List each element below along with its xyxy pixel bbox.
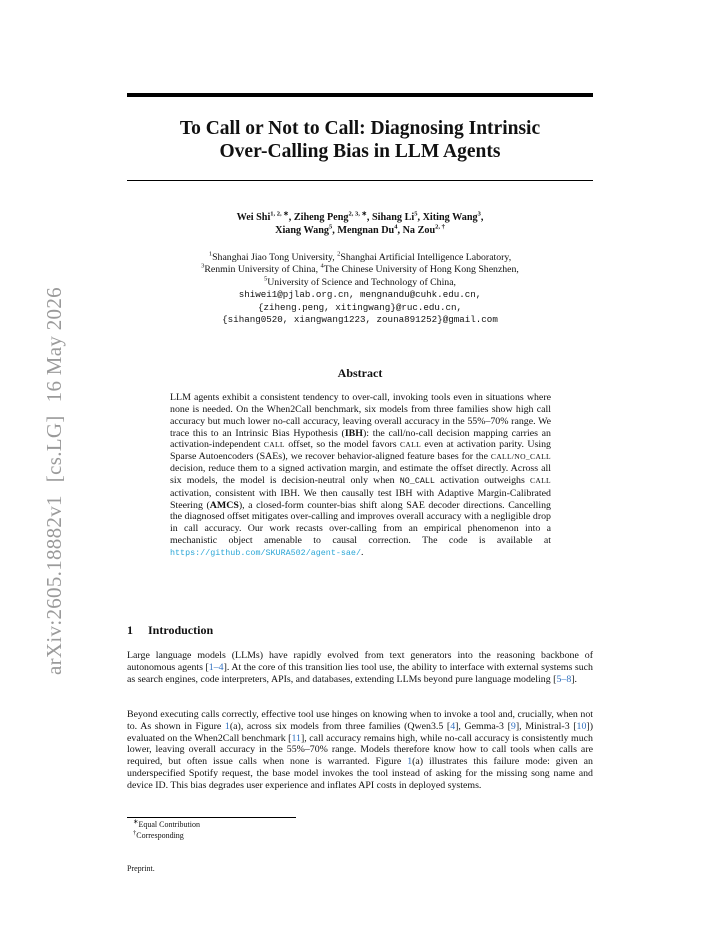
- para-text: (a) illustrates this failure mode: given an underspecified Spotify request, the base model invokes the tool instead of asking for the missing song name and device ID. This bias degrades user experience and inflates API costs in deployed systems.: [127, 756, 593, 791]
- abstract-text: even at activation parity. Using Sparse Autoencoders (SAEs), we recover behavior-aligned feature bases for the: [170, 439, 551, 463]
- abstract-text: .: [360, 546, 364, 558]
- author-name: Wei Shi: [236, 212, 271, 223]
- affil-text: Renmin University of China,: [204, 264, 321, 276]
- affil-text: Shanghai Jiao Tong University,: [212, 252, 338, 263]
- affil-sup: 1: [208, 250, 213, 258]
- author-line-2: Xiang Wang$^5$, Mengnan Du$^4$, Na Zou$^{2, \dagger}$: [275, 223, 445, 236]
- abstract-text: LLM agents exhibit a consistent tendency to over-call, invoking tools even in situations where none is needed. On the When2Call benchmark, six models from three families show high call accuracy but much lower no-call accuracy, leaving overall accuracy in the 55%–70% range. We trace this to an Intrinsic Bias Hypothesis (: [170, 392, 551, 439]
- abstract-text: ), a closed-form counter-bias shift along SAE decoder directions. Cancelling the diagnosed offset mitigates over-calling and improves overall accuracy with a negligible drop in call accuracy. Our work recasts over-calling from an empirical phenomenon into a mechanistic object amenable to causal correction. The code is available at: [170, 499, 551, 547]
- author-line-1: Wei Shi$^{1, 2, ∗}$, Ziheng Peng$^{2, 3, ∗}$, Sihang Li$^5$, Xiting Wang$^3$,: [236, 210, 484, 223]
- call-smallcaps: CALL: [529, 475, 551, 485]
- author-affil-sup: 2, 3, ∗: [348, 210, 367, 218]
- author-list: [127, 211, 593, 237]
- call-nocall-smallcaps: CALL/NO_CALL: [490, 452, 551, 462]
- amcs-term: AMCS: [209, 499, 239, 511]
- arxiv-category: [cs.LG]: [41, 415, 66, 483]
- author-affil-sup: 3: [477, 210, 481, 218]
- footnote-equal-contribution: [133, 820, 200, 831]
- para-text: Beyond executing calls correctly, effective tool use hinges on knowing when to invoke a tool and, crucially, when not to. As shown in Figure: [127, 709, 593, 732]
- email-line[interactable]: {ziheng.peng, xitingwang}@ruc.edu.cn,: [258, 301, 462, 313]
- figure-link[interactable]: 1: [407, 756, 413, 767]
- abstract-body: [170, 392, 551, 560]
- author-name: Ziheng Peng: [293, 212, 349, 223]
- affiliations: [127, 252, 593, 326]
- citation-link[interactable]: 11: [291, 732, 301, 744]
- preprint-label: Preprint.: [127, 864, 155, 873]
- author-affil-sup: 4: [394, 223, 398, 231]
- citation-link[interactable]: 1–4: [208, 661, 224, 673]
- section-number: 1: [127, 623, 133, 637]
- citation-link[interactable]: 10: [576, 720, 587, 732]
- affiliation-line: [127, 264, 593, 276]
- title-line-2: Over-Calling Bias in LLM Agents: [219, 141, 501, 162]
- citation-link[interactable]: 9: [510, 720, 516, 732]
- para-text: ], Ministral-3 [: [515, 720, 577, 732]
- paper-title: [127, 117, 593, 163]
- para-text: ], call accuracy remains high, while no-call accuracy is consistently much lower, leaving overall accuracy in the 55%–70% range. Models therefore know how to call tools when calls are required, but often issue calls when none is warranted. Figure: [127, 732, 593, 767]
- title-line-1: To Call or Not to Call: Diagnosing Intrinsic: [179, 118, 541, 139]
- affil-sup: 3: [201, 263, 205, 271]
- arxiv-id: arXiv:2605.18882v1: [41, 495, 66, 675]
- affil-text: University of Science and Technology of China,: [267, 276, 457, 288]
- footnote-rule: [127, 817, 296, 818]
- author-affil-sup: 1, 2, ∗: [270, 210, 289, 218]
- title-bottom-rule: [127, 180, 593, 181]
- citation-link[interactable]: 5–8: [556, 673, 572, 685]
- abstract-text: offset, so the model favors: [284, 439, 400, 451]
- section-heading-introduction: [127, 623, 213, 638]
- footnotes: [133, 820, 200, 841]
- affil-sup: 2: [337, 250, 341, 258]
- author-name: Xiang Wang: [275, 225, 329, 236]
- para-text: ].: [571, 673, 578, 685]
- author-name: Na Zou: [402, 225, 436, 236]
- nocall-mono: NO_CALL: [399, 475, 435, 486]
- author-affil-sup: 5: [328, 223, 333, 231]
- abstract-text: ): the call/no-call decision mapping carries an activation-independent: [170, 427, 551, 451]
- para-text: ], Gemma-3 [: [455, 720, 511, 732]
- email-line[interactable]: shiwei1@pjlab.org.cn, mengnandu@cuhk.edu.cn,: [238, 289, 482, 301]
- author-affil-sup: 2, †: [435, 223, 445, 231]
- affiliation-line: [127, 277, 593, 289]
- para-text: ]) evaluated on the When2Call benchmark [: [127, 720, 593, 744]
- author-affil-sup: 5: [414, 210, 418, 218]
- affil-text: The Chinese University of Hong Kong Shenzhen,: [323, 264, 519, 276]
- author-name: Sihang Li: [372, 212, 415, 223]
- intro-paragraph-2: [127, 709, 593, 791]
- para-text: Large language models (LLMs) have rapidly evolved from text generators into the reasoning backbone of autonomous agents [: [127, 650, 593, 673]
- abstract-text: activation outweighs: [434, 474, 530, 486]
- title-top-rule: [127, 93, 593, 97]
- abstract-heading: Abstract: [337, 366, 383, 380]
- affil-sup: 5: [263, 275, 268, 283]
- ibh-term: IBH: [344, 427, 363, 439]
- intro-paragraph-1: [127, 650, 593, 685]
- affil-text: Shanghai Artificial Intelligence Laboratory,: [340, 252, 512, 263]
- call-smallcaps: CALL: [263, 440, 285, 450]
- abstract-text: activation, consistent with IBH. We then causally test IBH with Adaptive Margin-Calibrated Steering (: [170, 487, 551, 511]
- section-title: Introduction: [148, 623, 214, 637]
- para-text: ]. At the core of this transition lies tool use, the ability to interface with external systems such as search engines, code interpreters, APIs, and databases, extending LLMs beyond pure language modeling [: [127, 661, 593, 685]
- footnote-mark: †: [133, 828, 137, 836]
- author-name: Xiting Wang: [422, 212, 478, 223]
- abstract-text: decision, reduce them to a signed activation margin, and estimate the offset directly. Across all six models, the model is decision-neutral only when: [170, 463, 551, 486]
- para-text: (a), across six models from three families (Qwen3.5 [: [229, 720, 451, 732]
- call-smallcaps: CALL: [400, 440, 422, 450]
- email-line[interactable]: {sihang0520, xiangwang1223, zouna891252}@gmail.com: [222, 314, 498, 326]
- citation-link[interactable]: 4: [450, 720, 456, 732]
- arxiv-date: 16 May 2026: [41, 287, 66, 403]
- footnote-corresponding: [133, 828, 200, 842]
- affiliation-line: [127, 252, 593, 264]
- footnote-mark: ∗: [133, 818, 139, 826]
- figure-link[interactable]: 1: [224, 720, 230, 732]
- code-link[interactable]: https://github.com/SKURA502/agent-sae/: [170, 547, 361, 558]
- arxiv-identifier: [40, 245, 68, 675]
- affil-sup: 4: [320, 263, 324, 271]
- footnote-text: Equal Contribution: [138, 820, 201, 829]
- author-name: Mengnan Du: [337, 225, 395, 236]
- footnote-text: Corresponding: [136, 830, 184, 840]
